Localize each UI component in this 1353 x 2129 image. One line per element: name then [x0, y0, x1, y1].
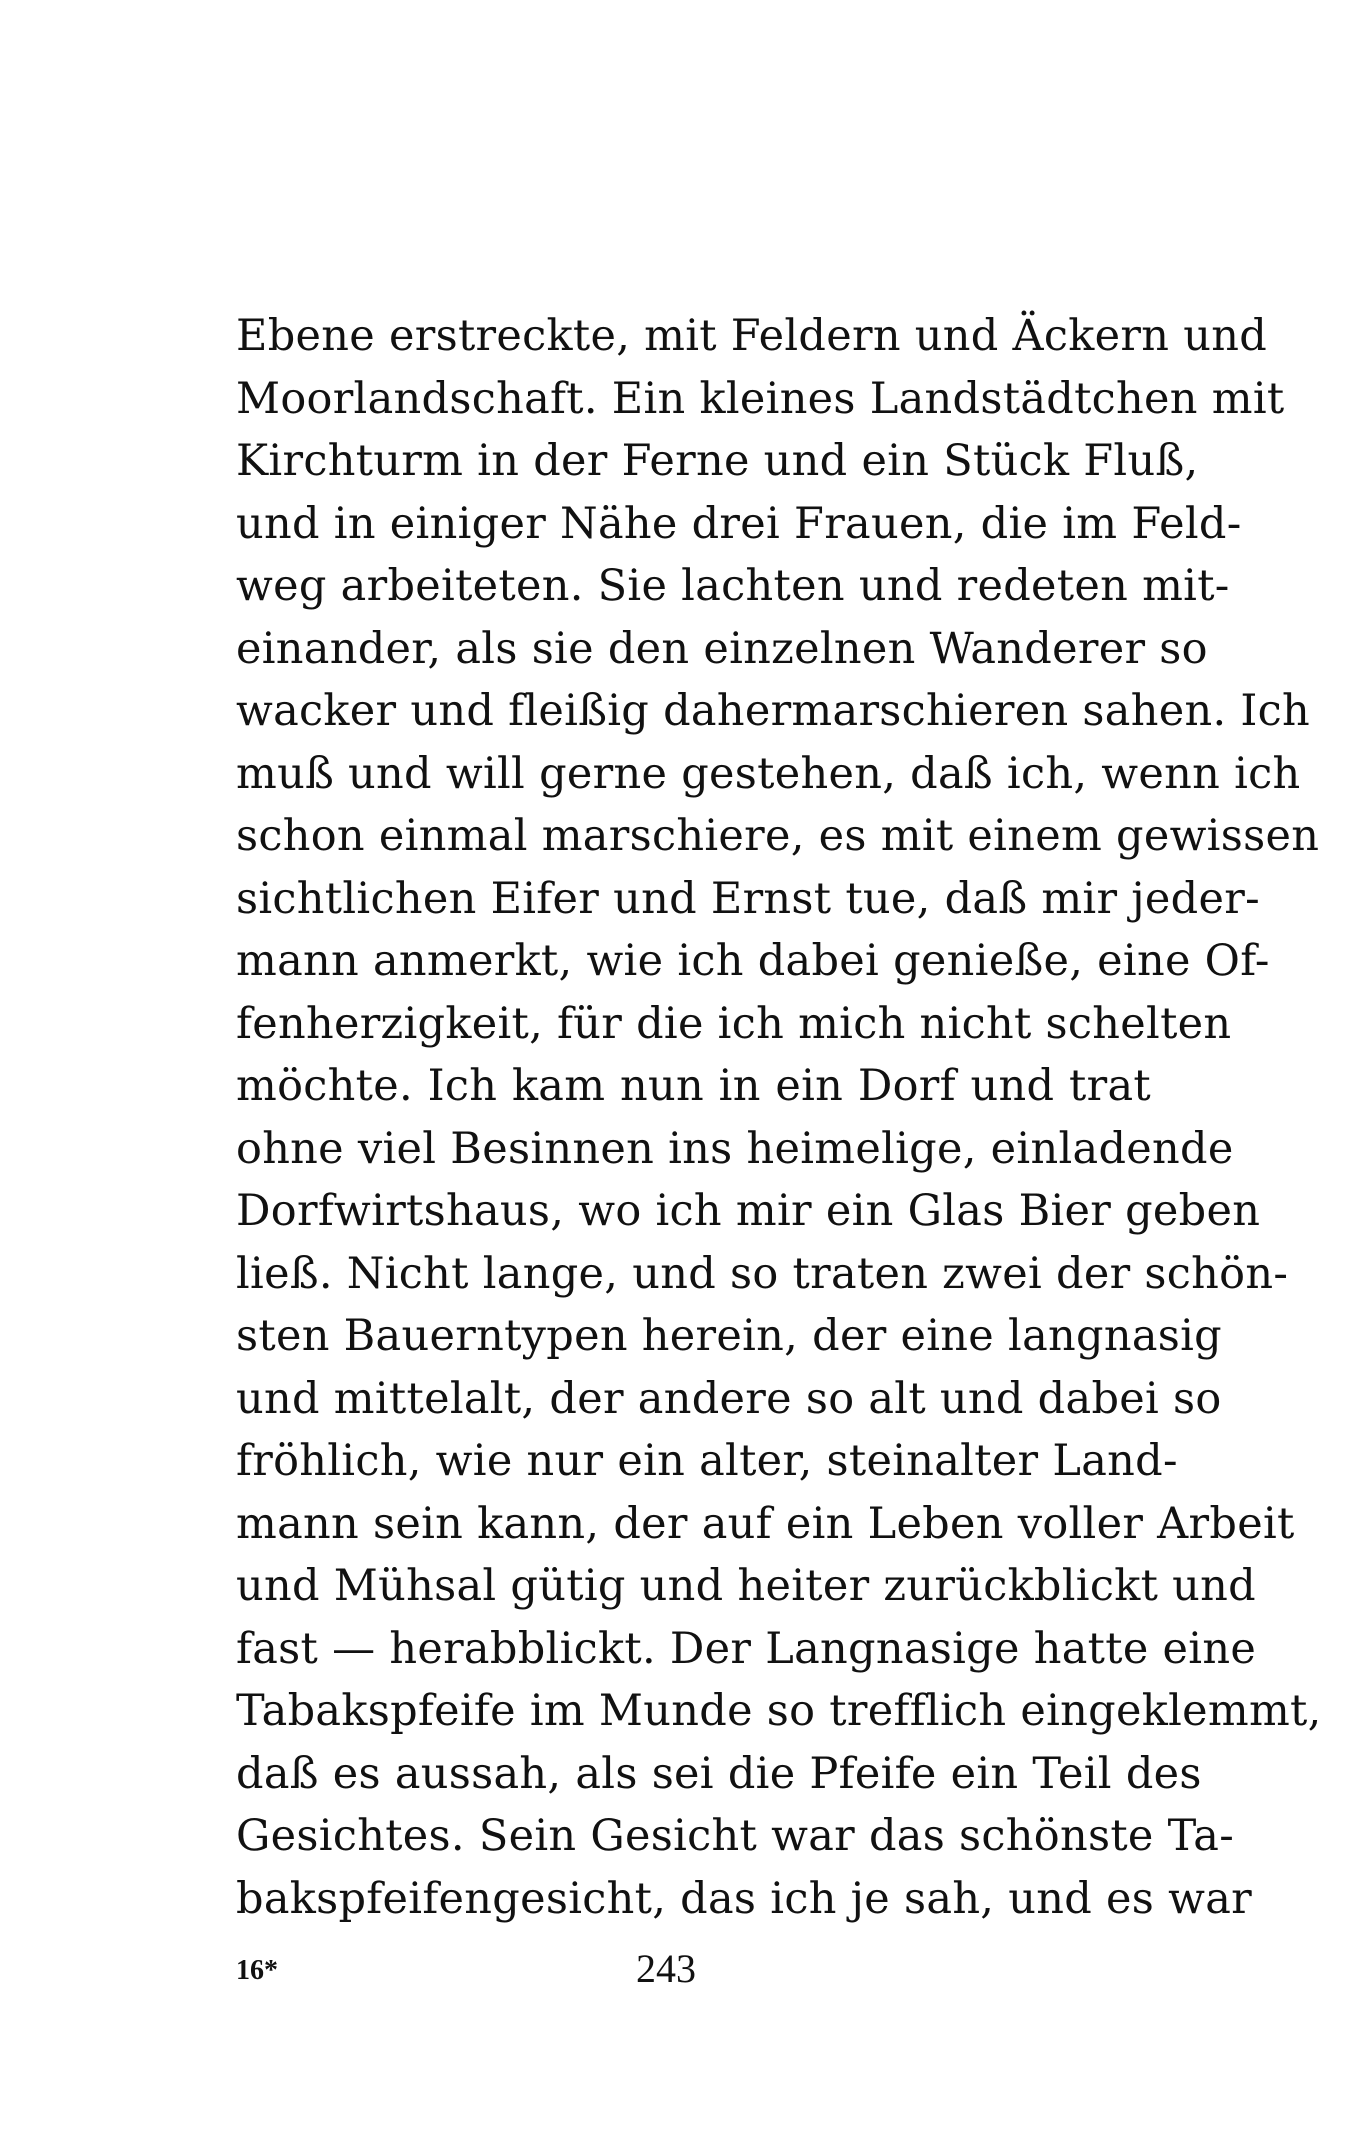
body-text — [236, 305, 1322, 1930]
text-line: sten Bauerntypen herein, der eine langnasig — [236, 1311, 1223, 1361]
text-line: fröhlich, wie nur ein alter, steinalter Land- — [236, 1436, 1178, 1486]
text-line: und mittelalt, der andere so alt und dabei so — [236, 1373, 1222, 1424]
signature-mark: 16* — [236, 1955, 278, 1986]
text-line: fenherzigkeit, für die ich mich nicht schelten — [236, 998, 1232, 1049]
text-line: Dorfwirtshaus, wo ich mir ein Glas Bier geben — [236, 1186, 1261, 1236]
text-line: fast — herabblickt. Der Langnasige hatte eine — [236, 1623, 1257, 1674]
text-line: sichtlichen Eifer und Ernst tue, daß mir jeder- — [236, 873, 1260, 924]
text-line: Gesichtes. Sein Gesicht war das schönste Ta- — [236, 1811, 1235, 1861]
text-line: möchte. Ich kam nun in ein Dorf und trat — [236, 1061, 1151, 1111]
text-line: weg arbeiteten. Sie lachten und redeten mit- — [236, 561, 1230, 611]
text-line: bakspfeifengesicht, das ich je sah, und es war — [236, 1873, 1253, 1924]
text-line: ließ. Nicht lange, und so traten zwei der schön- — [236, 1248, 1289, 1299]
text-line: daß es aussah, als sei die Pfeife ein Teil des — [236, 1748, 1202, 1799]
text-line: Moorlandschaft. Ein kleines Landstädtchen mit — [236, 373, 1285, 424]
text-line: Ebene erstreckte, mit Feldern und Äckern und — [236, 311, 1268, 361]
text-line: einander, als sie den einzelnen Wanderer so — [236, 623, 1208, 674]
text-line: muß und will gerne gestehen, daß ich, wenn ich — [236, 748, 1301, 799]
text-line: schon einmal marschiere, es mit einem gewissen — [236, 811, 1320, 861]
text-line: ohne viel Besinnen ins heimelige, einladende — [236, 1123, 1234, 1174]
text-line: Kirchturm in der Ferne und ein Stück Fluß, — [236, 436, 1199, 486]
text-line: mann anmerkt, wie ich dabei genieße, eine Of- — [236, 936, 1270, 986]
text-line: wacker und fleißig dahermarschieren sahen. Ich — [236, 686, 1311, 736]
text-line: Tabakspfeife im Munde so trefflich eingeklemmt, — [236, 1686, 1322, 1736]
page-footer — [236, 1945, 1151, 2005]
text-line: und in einiger Nähe drei Frauen, die im Feld- — [236, 498, 1242, 549]
text-line: und Mühsal gütig und heiter zurückblickt und — [236, 1561, 1256, 1611]
text-line: mann sein kann, der auf ein Leben voller Arbeit — [236, 1498, 1295, 1549]
page-number: 243 — [636, 1946, 696, 1991]
